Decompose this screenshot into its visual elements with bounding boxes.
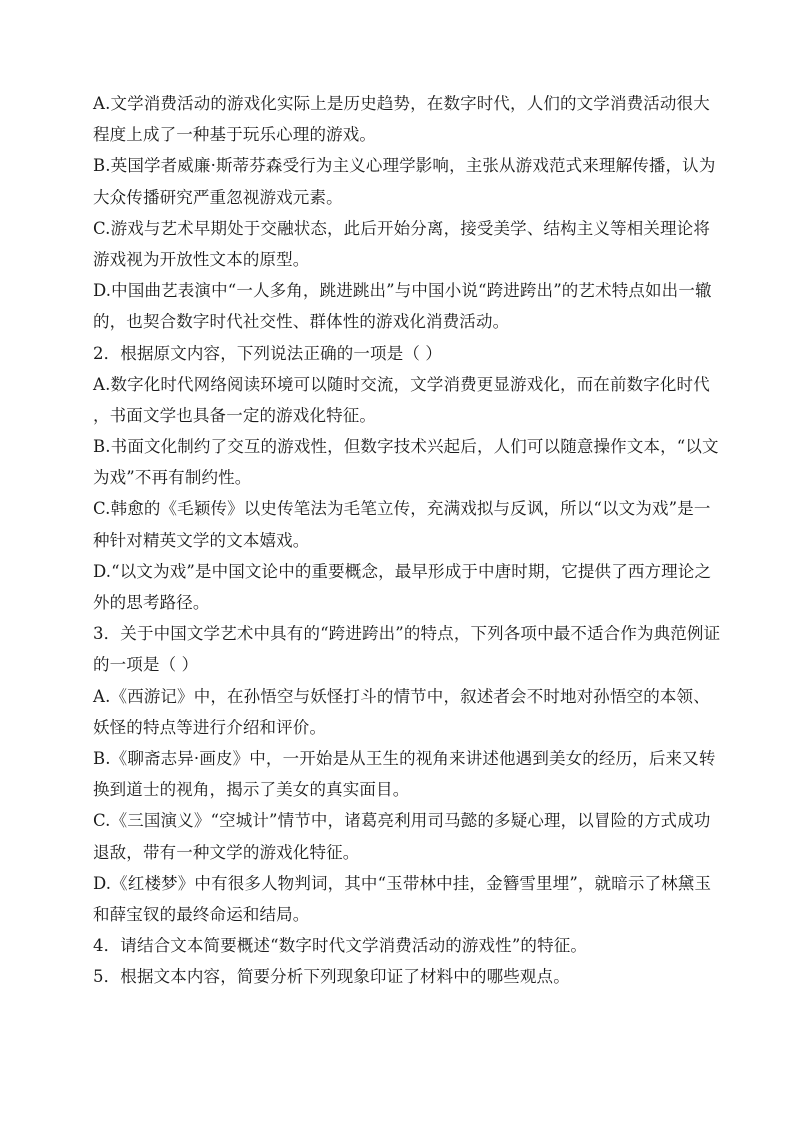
text-line: 4．请结合文本简要概述“数字时代文学消费活动的游戏性”的特征。 bbox=[93, 936, 588, 956]
q3-option-c bbox=[93, 805, 711, 867]
q2-option-c bbox=[93, 493, 711, 555]
q1-option-c bbox=[93, 213, 710, 275]
text-line: 游戏视为开放性文本的原型。 bbox=[93, 249, 310, 269]
text-line: A.文学消费活动的游戏化实际上是历史趋势，在数字时代，人们的文学消费活动很大 bbox=[93, 94, 710, 113]
q3-stem bbox=[93, 618, 721, 680]
text-line: C.韩愈的《毛颖传》以史传笔法为毛笔立传，充满戏拟与反讽，所以“以文为戏”是一 bbox=[93, 499, 711, 519]
q2-option-a bbox=[93, 369, 710, 431]
q1-option-b bbox=[93, 150, 716, 212]
text-line: D.“以文为戏”是中国文论中的重要概念，最早形成于中唐时期，它提供了西方理论之 bbox=[93, 561, 712, 581]
text-line: 大众传播研究严重忽视游戏元素。 bbox=[93, 187, 343, 207]
text-line: 种针对精英文学的文本嬉戏。 bbox=[93, 530, 310, 550]
text-line: 外的思考路径。 bbox=[93, 593, 210, 612]
q2-stem bbox=[93, 338, 701, 369]
q1-option-d bbox=[93, 275, 712, 337]
text-line: 的，也契合数字时代社交性、群体性的游戏化消费活动。 bbox=[93, 312, 510, 332]
text-line: 2．根据原文内容，下列说法正确的一项是（ ） bbox=[93, 343, 443, 363]
q3-option-a bbox=[93, 681, 710, 743]
q5-stem bbox=[93, 961, 701, 992]
q2-option-d bbox=[93, 556, 712, 618]
q2-option-b bbox=[93, 431, 719, 493]
q3-option-b bbox=[93, 743, 716, 805]
q4-stem bbox=[93, 930, 701, 961]
text-line: C.游戏与艺术早期处于交融状态，此后开始分离，接受美学、结构主义等相关理论将 bbox=[93, 218, 710, 238]
q3-option-d bbox=[93, 868, 712, 930]
text-line: D.《红楼梦》中有很多人物判词，其中“玉带林中挂，金簪雪里埋”，就暗示了林黛玉 bbox=[93, 873, 712, 893]
text-line: A.《西游记》中，在孙悟空与妖怪打斗的情节中，叙述者会不时地对孙悟空的本领、 bbox=[93, 686, 710, 706]
text-line: A.数字化时代网络阅读环境可以随时交流，文学消费更显游戏化，而在前数字化时代 bbox=[93, 374, 710, 394]
text-line: 换到道士的视角，揭示了美女的真实面目。 bbox=[93, 780, 410, 800]
text-line: C.《三国演义》“空城计”情节中，诸葛亮利用司马懿的多疑心理，以冒险的方式成功 bbox=[93, 811, 711, 831]
text-line: 的一项是（ ） bbox=[93, 655, 199, 675]
text-line: 退敌，带有一种文学的游戏化特征。 bbox=[93, 842, 360, 862]
text-line: ，书面文学也具备一定的游戏化特征。 bbox=[93, 405, 377, 425]
text-line: 程度上成了一种基于玩乐心理的游戏。 bbox=[93, 125, 377, 145]
text-line: B.《聊斋志异·画皮》中，一开始是从王生的视角来讲述他遇到美女的经历，后来又转 bbox=[93, 748, 716, 768]
text-line: 和薛宝钗的最终命运和结局。 bbox=[93, 904, 310, 924]
text-line: 3．关于中国文学艺术中具有的“跨进跨出”的特点，下列各项中最不适合作为典范例证 bbox=[93, 624, 721, 644]
text-line: B.英国学者威廉·斯蒂芬森受行为主义心理学影响，主张从游戏范式来理解传播，认为 bbox=[93, 156, 716, 176]
text-line: 为戏”不再有制约性。 bbox=[93, 468, 252, 488]
text-line: D.中国曲艺表演中“一人多角，跳进跳出”与中国小说“跨进跨出”的艺术特点如出一辙 bbox=[93, 281, 712, 301]
question-text-block bbox=[93, 88, 721, 992]
q1-option-a bbox=[93, 88, 710, 150]
text-line: 5．根据文本内容，简要分析下列现象印证了材料中的哪些观点。 bbox=[93, 967, 570, 987]
text-line: 妖怪的特点等进行介绍和评价。 bbox=[93, 717, 327, 737]
text-line: B.书面文化制约了交互的游戏性，但数字技术兴起后，人们可以随意操作文本，“以文 bbox=[93, 437, 719, 457]
